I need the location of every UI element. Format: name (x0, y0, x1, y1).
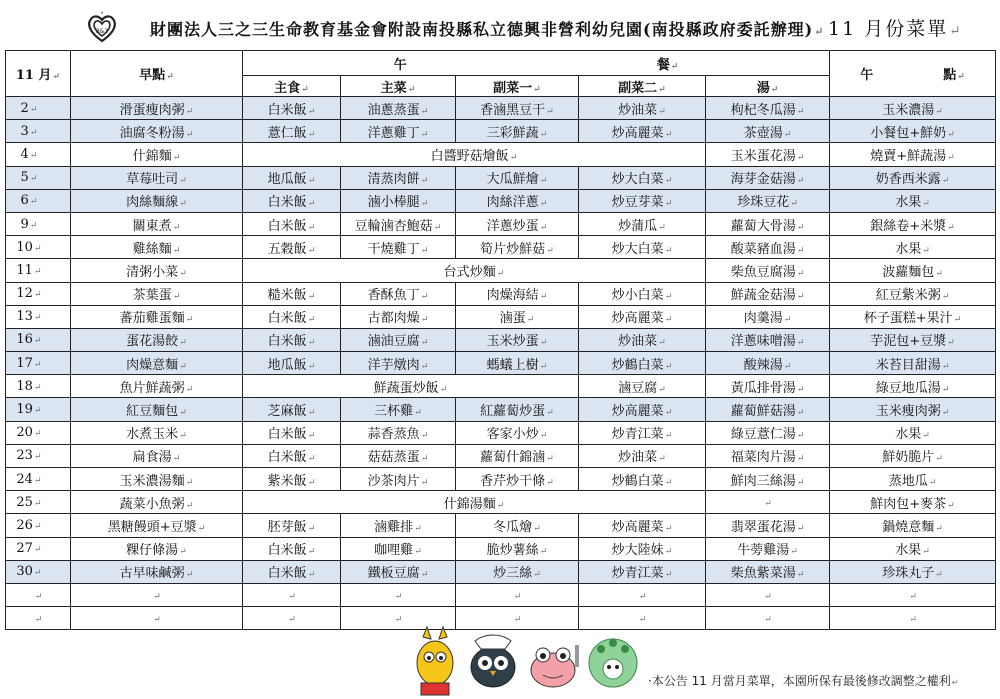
header-row-1 (6, 51, 996, 76)
main-dish-cell: 洋蔥雞丁↵ (341, 120, 456, 143)
side-dish-1-cell: 肉絲洋蔥↵ (456, 189, 579, 212)
afternoon-snack-cell: 波蘿麵包↵ (830, 259, 996, 282)
mascot-illustration (405, 625, 640, 699)
side-dish-1-cell: 洋蔥炒蛋↵ (456, 212, 579, 235)
breakfast-cell: 蛋花湯餃↵ (71, 328, 243, 351)
breakfast-cell: 黑糖饅頭+豆漿↵ (71, 514, 243, 537)
day-cell: 13↵ (6, 305, 71, 328)
day-cell: 2↵ (6, 97, 71, 120)
day-cell: 3↵ (6, 120, 71, 143)
day-cell: 23↵ (6, 444, 71, 467)
side-dish-2-cell: 炒油菜↵ (579, 328, 706, 351)
menu-row (6, 328, 996, 351)
main-dish-cell: 香酥魚丁↵ (341, 282, 456, 305)
staple-cell: 芝麻飯↵ (243, 398, 341, 421)
afternoon-snack-cell: 綠豆地瓜湯↵ (830, 375, 996, 398)
staple-cell: 地瓜飯↵ (243, 352, 341, 375)
day-cell: 27↵ (6, 537, 71, 560)
staple-cell: 薏仁飯↵ (243, 120, 341, 143)
afternoon-snack-cell: 玉米濃湯↵ (830, 97, 996, 120)
soup-header: 湯↵ (706, 76, 830, 97)
staple-cell: 白米飯↵ (243, 444, 341, 467)
staple-cell: 白米飯↵ (243, 328, 341, 351)
staple-cell: 五穀飯↵ (243, 236, 341, 259)
day-cell: 10↵ (6, 236, 71, 259)
logo-text: 3&3 (95, 28, 109, 35)
main-dish-cell: 三杯雞↵ (341, 398, 456, 421)
side-dish-2-cell: 滷豆腐↵ (579, 375, 706, 398)
lunch-combined-cell: 鮮蔬蛋炒飯↵ (243, 375, 579, 398)
breakfast-cell: 紅豆麵包↵ (71, 398, 243, 421)
side-dish-1-cell: 三彩鮮蔬↵ (456, 120, 579, 143)
side-dish-2-cell: 炒小白菜↵ (579, 282, 706, 305)
side-dish-1-cell: 肉燥海結↵ (456, 282, 579, 305)
main-dish-cell: 滷油豆腐↵ (341, 328, 456, 351)
day-cell: 12↵ (6, 282, 71, 305)
main-dish-cell: 古都肉燥↵ (341, 305, 456, 328)
staple-cell: 地瓜飯↵ (243, 166, 341, 189)
side-dish-2-cell: 炒蒲瓜↵ (579, 212, 706, 235)
empty-cell: ↵ (830, 583, 996, 606)
breakfast-cell: 關東煮↵ (71, 212, 243, 235)
page-header (0, 0, 1000, 50)
main-dish-cell: 沙茶肉片↵ (341, 468, 456, 491)
menu-table (5, 50, 996, 630)
side-dish-2-cell: 炒大白菜↵ (579, 166, 706, 189)
day-cell: 16↵ (6, 328, 71, 351)
day-cell: 19↵ (6, 398, 71, 421)
breakfast-cell: 魚片鮮蔬粥↵ (71, 375, 243, 398)
staple-cell: 白米飯↵ (243, 189, 341, 212)
day-cell: 25↵ (6, 491, 71, 514)
side-dish-2-cell: 炒鶴白菜↵ (579, 468, 706, 491)
empty-row (6, 583, 996, 606)
side-dish-1-cell: 滷蛋↵ (456, 305, 579, 328)
main-dish-cell: 滷雞排↵ (341, 514, 456, 537)
main-dish-cell: 菇菇蒸蛋↵ (341, 444, 456, 467)
page-title: 財團法人三之三生命教育基金會附設南投縣私立德興非營利幼兒園(南投縣政府委託辦理)↵ (150, 20, 825, 39)
side-dish-1-cell: 筍片炒鮮菇↵ (456, 236, 579, 259)
main-dish-cell: 洋芋燉肉↵ (341, 352, 456, 375)
soup-cell: 柴魚豆腐湯↵ (706, 259, 830, 282)
menu-row (6, 97, 996, 120)
side-dish-2-cell: 炒鶴白菜↵ (579, 352, 706, 375)
breakfast-cell: 油腐冬粉湯↵ (71, 120, 243, 143)
menu-row (6, 189, 996, 212)
menu-row (6, 143, 996, 166)
afternoon-snack-cell: 小餐包+鮮奶↵ (830, 120, 996, 143)
afternoon-snack-cell: 鮮肉包+麥茶↵ (830, 491, 996, 514)
soup-cell: 茶壺湯↵ (706, 120, 830, 143)
day-cell: 6↵ (6, 189, 71, 212)
owl-mascot-icon (471, 635, 515, 687)
menu-row (6, 537, 996, 560)
empty-cell: ↵ (243, 583, 341, 606)
afternoon-snack-cell: 珍珠丸子↵ (830, 560, 996, 583)
side-dish-1-cell: 螞蟻上樹↵ (456, 352, 579, 375)
side-dish-1-cell: 玉米炒蛋↵ (456, 328, 579, 351)
menu-row (6, 166, 996, 189)
breakfast-cell: 扁食湯↵ (71, 444, 243, 467)
staple-cell: 白米飯↵ (243, 305, 341, 328)
side-dish-2-cell: 炒油菜↵ (579, 444, 706, 467)
day-cell: 26↵ (6, 514, 71, 537)
side-dish-1-cell: 香滷黑豆干↵ (456, 97, 579, 120)
lunch-combined-cell: 白醬野菇燴飯↵ (243, 143, 706, 166)
soup-cell: 柴魚紫菜湯↵ (706, 560, 830, 583)
afternoon-snack-cell: 水果↵ (830, 421, 996, 444)
day-cell: 9↵ (6, 212, 71, 235)
side-dish-1-header: 副菜一↵ (456, 76, 579, 97)
day-cell: 24↵ (6, 468, 71, 491)
lunch-header: 午 餐↵ (243, 51, 830, 76)
side-dish-1-cell: 紅蘿蔔炒蛋↵ (456, 398, 579, 421)
side-dish-2-cell: 炒油菜↵ (579, 97, 706, 120)
afternoon-snack-cell: 鍋燒意麵↵ (830, 514, 996, 537)
breakfast-header: 早點↵ (71, 51, 243, 97)
afternoon-snack-cell: 紅豆紫米粥↵ (830, 282, 996, 305)
menu-row (6, 375, 996, 398)
main-dish-cell: 蒜香蒸魚↵ (341, 421, 456, 444)
afternoon-snack-cell: 米苔目甜湯↵ (830, 352, 996, 375)
menu-row (6, 352, 996, 375)
day-cell: 18↵ (6, 375, 71, 398)
side-dish-2-cell: 炒青江菜↵ (579, 421, 706, 444)
day-cell: 17↵ (6, 352, 71, 375)
soup-cell: 玉米蛋花湯↵ (706, 143, 830, 166)
afternoon-snack-cell: 燒賣+鮮蔬湯↵ (830, 143, 996, 166)
empty-cell: ↵ (456, 607, 579, 630)
breakfast-cell: 肉燥意麵↵ (71, 352, 243, 375)
empty-cell: ↵ (71, 607, 243, 630)
empty-cell: ↵ (6, 607, 71, 630)
side-dish-1-cell: 冬瓜燴↵ (456, 514, 579, 537)
side-dish-2-cell: 炒高麗菜↵ (579, 120, 706, 143)
soup-cell: ↵ (706, 491, 830, 514)
heart-logo-icon (85, 10, 119, 44)
soup-cell: 肉羹湯↵ (706, 305, 830, 328)
menu-row (6, 560, 996, 583)
staple-cell: 白米飯↵ (243, 537, 341, 560)
side-dish-2-cell: 炒高麗菜↵ (579, 514, 706, 537)
soup-cell: 酸菜豬血湯↵ (706, 236, 830, 259)
main-dish-cell: 油蔥蒸蛋↵ (341, 97, 456, 120)
side-dish-1-cell: 香芹炒干條↵ (456, 468, 579, 491)
soup-cell: 福菜肉片湯↵ (706, 444, 830, 467)
menu-row (6, 468, 996, 491)
empty-cell: ↵ (243, 607, 341, 630)
side-dish-1-cell: 炒三絲↵ (456, 560, 579, 583)
breakfast-cell: 肉絲麵線↵ (71, 189, 243, 212)
breakfast-cell: 清粥小菜↵ (71, 259, 243, 282)
breakfast-cell: 草莓吐司↵ (71, 166, 243, 189)
afternoon-snack-cell: 水果↵ (830, 236, 996, 259)
soup-cell: 洋蔥味噌湯↵ (706, 328, 830, 351)
day-cell: 5↵ (6, 166, 71, 189)
menu-row (6, 120, 996, 143)
side-dish-1-cell: 脆炒薯絲↵ (456, 537, 579, 560)
main-dish-cell: 豆輪滷杏鮑菇↵ (341, 212, 456, 235)
empty-cell: ↵ (579, 583, 706, 606)
menu-row (6, 398, 996, 421)
breakfast-cell: 蔬菜小魚粥↵ (71, 491, 243, 514)
afternoon-snack-cell: 奶香西米露↵ (830, 166, 996, 189)
day-cell: 11↵ (6, 259, 71, 282)
menu-row (6, 212, 996, 235)
staple-header: 主食↵ (243, 76, 341, 97)
side-dish-2-cell: 炒豆芽菜↵ (579, 189, 706, 212)
main-dish-cell: 咖哩雞↵ (341, 537, 456, 560)
soup-cell: 綠豆薏仁湯↵ (706, 421, 830, 444)
empty-cell: ↵ (706, 583, 830, 606)
main-dish-header: 主菜↵ (341, 76, 456, 97)
soup-cell: 枸杞冬瓜湯↵ (706, 97, 830, 120)
soup-cell: 蘿蔔鮮菇湯↵ (706, 398, 830, 421)
afternoon-snack-cell: 水果↵ (830, 537, 996, 560)
afternoon-snack-cell: 水果↵ (830, 189, 996, 212)
afternoon-snack-cell: 銀絲卷+米漿↵ (830, 212, 996, 235)
soup-cell: 翡翠蛋花湯↵ (706, 514, 830, 537)
soup-cell: 牛蒡雞湯↵ (706, 537, 830, 560)
empty-cell: ↵ (6, 583, 71, 606)
empty-cell: ↵ (706, 607, 830, 630)
peacock-mascot-icon (589, 639, 637, 687)
main-dish-cell: 滷小棒腿↵ (341, 189, 456, 212)
staple-cell: 糙米飯↵ (243, 282, 341, 305)
menu-row (6, 305, 996, 328)
side-dish-2-cell: 炒青江菜↵ (579, 560, 706, 583)
menu-row (6, 282, 996, 305)
day-cell: 4↵ (6, 143, 71, 166)
soup-cell: 蘿蔔大骨湯↵ (706, 212, 830, 235)
menu-row (6, 236, 996, 259)
staple-cell: 白米飯↵ (243, 212, 341, 235)
side-dish-2-cell: 炒高麗菜↵ (579, 305, 706, 328)
empty-cell: ↵ (830, 607, 996, 630)
main-dish-cell: 清蒸肉餅↵ (341, 166, 456, 189)
breakfast-cell: 茶葉蛋↵ (71, 282, 243, 305)
staple-cell: 白米飯↵ (243, 97, 341, 120)
breakfast-cell: 水煮玉米↵ (71, 421, 243, 444)
staple-cell: 白米飯↵ (243, 421, 341, 444)
staple-cell: 白米飯↵ (243, 560, 341, 583)
breakfast-cell: 蕃茄雞蛋麵↵ (71, 305, 243, 328)
side-dish-2-header: 副菜二↵ (579, 76, 706, 97)
side-dish-2-cell: 炒大陸妹↵ (579, 537, 706, 560)
afternoon-snack-cell: 芋泥包+豆漿↵ (830, 328, 996, 351)
footer-note: ·本公告 11 月當月菜單，本園所保有最後修改調整之權利↵ (648, 674, 959, 688)
day-cell: 20↵ (6, 421, 71, 444)
soup-cell: 海芽金菇湯↵ (706, 166, 830, 189)
soup-cell: 酸辣湯↵ (706, 352, 830, 375)
menu-row (6, 491, 996, 514)
afternoon-snack-cell: 杯子蛋糕+果汁↵ (830, 305, 996, 328)
staple-cell: 紫米飯↵ (243, 468, 341, 491)
empty-cell: ↵ (579, 607, 706, 630)
afternoon-snack-cell: 蒸地瓜↵ (830, 468, 996, 491)
afternoon-snack-cell: 玉米瘦肉粥↵ (830, 398, 996, 421)
menu-row (6, 444, 996, 467)
month-title: 11 月份菜單↵ (828, 18, 963, 40)
afternoon-snack-header: 午 點↵ (830, 51, 996, 97)
soup-cell: 黃瓜排骨湯↵ (706, 375, 830, 398)
breakfast-cell: 滑蛋瘦肉粥↵ (71, 97, 243, 120)
main-dish-cell: 鐵板豆腐↵ (341, 560, 456, 583)
lunch-combined-cell: 什錦湯麵↵ (243, 491, 706, 514)
afternoon-snack-cell: 鮮奶脆片↵ (830, 444, 996, 467)
staple-cell: 胚芽飯↵ (243, 514, 341, 537)
menu-row (6, 421, 996, 444)
breakfast-cell: 粿仔條湯↵ (71, 537, 243, 560)
empty-cell: ↵ (341, 607, 456, 630)
side-dish-1-cell: 大瓜鮮燴↵ (456, 166, 579, 189)
side-dish-2-cell: 炒高麗菜↵ (579, 398, 706, 421)
soup-cell: 珍珠豆花↵ (706, 189, 830, 212)
side-dish-1-cell: 蘿蔔什錦滷↵ (456, 444, 579, 467)
month-header: 11 月↵ (6, 51, 71, 97)
menu-row (6, 259, 996, 282)
side-dish-2-cell: 炒大白菜↵ (579, 236, 706, 259)
soup-cell: 鮮肉三絲湯↵ (706, 468, 830, 491)
soup-cell: 鮮蔬金菇湯↵ (706, 282, 830, 305)
breakfast-cell: 古早味鹹粥↵ (71, 560, 243, 583)
side-dish-1-cell: 客家小炒↵ (456, 421, 579, 444)
main-dish-cell: 干燒雞丁↵ (341, 236, 456, 259)
breakfast-cell: 什錦麵↵ (71, 143, 243, 166)
horse-mascot-icon (417, 627, 453, 695)
lunch-combined-cell: 台式炒麵↵ (243, 259, 706, 282)
empty-cell: ↵ (341, 583, 456, 606)
breakfast-cell: 雞絲麵↵ (71, 236, 243, 259)
menu-row (6, 514, 996, 537)
empty-cell: ↵ (71, 583, 243, 606)
day-cell: 30↵ (6, 560, 71, 583)
breakfast-cell: 玉米濃湯麵↵ (71, 468, 243, 491)
empty-cell: ↵ (456, 583, 579, 606)
frog-mascot-icon (531, 645, 579, 687)
